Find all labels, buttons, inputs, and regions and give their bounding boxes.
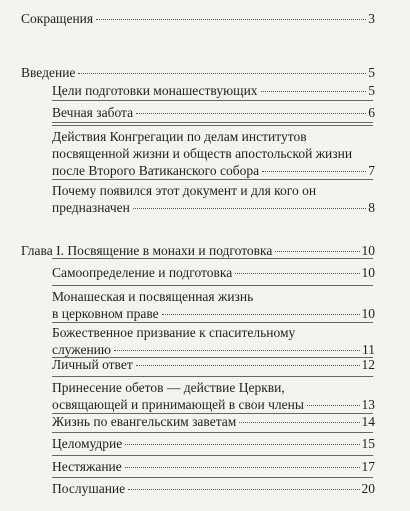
leader-dots (307, 405, 360, 406)
toc-subentry[interactable] (0, 435, 410, 452)
leader-dots (96, 19, 366, 20)
leader-dots (275, 251, 359, 252)
toc-entry-title: Цели подготовки монашествующих (52, 83, 258, 98)
toc-entry-title: Монашеская и посвященная жизнь (52, 289, 254, 304)
toc-page-number: 17 (361, 459, 375, 474)
toc-page-number: 11 (362, 342, 375, 357)
toc-subentry[interactable] (0, 379, 410, 413)
leader-dots (162, 314, 360, 315)
toc-page-number: 20 (361, 481, 375, 496)
leader-dots (239, 422, 359, 423)
toc-page-number: 10 (361, 265, 375, 280)
toc-subentry[interactable] (0, 480, 410, 497)
toc-entry-title: Почему появился этот документ и для кого он (52, 183, 317, 198)
toc-entry-title: Божественное призвание к спасительному (52, 325, 296, 340)
section-divider (52, 477, 373, 478)
toc-entry-title: Принесение обетов — действие Церкви, (52, 380, 285, 395)
toc-subentry[interactable] (0, 288, 410, 322)
toc-subentry[interactable] (0, 264, 410, 281)
section-divider (52, 179, 373, 180)
toc-subentry[interactable] (0, 413, 410, 430)
toc-page-number: 8 (368, 200, 375, 215)
toc-entry-title: предназначен (52, 200, 130, 215)
toc-subentry[interactable] (0, 128, 410, 179)
toc-page-number: 5 (368, 83, 375, 98)
toc-subentry[interactable] (0, 82, 410, 99)
toc-entry-chapter-1[interactable] (0, 242, 410, 259)
toc-entry-title: в церковном праве (52, 306, 159, 321)
section-divider (52, 285, 373, 286)
section-divider (52, 455, 373, 456)
toc-page-number: 6 (368, 105, 375, 120)
leader-dots (125, 467, 360, 468)
toc-page-number: 14 (361, 414, 375, 429)
toc-entry-title: Самоопределение и подготовка (52, 265, 233, 280)
section-divider (52, 376, 373, 377)
toc-entry-title: Личный ответ (52, 357, 133, 372)
toc-entry-title: Целомудрие (52, 436, 123, 451)
leader-dots (133, 208, 366, 209)
toc-entry-intro[interactable] (0, 64, 410, 81)
toc-entry-title: Вечная забота (52, 105, 134, 120)
toc-page-number: 12 (361, 357, 375, 372)
leader-dots (125, 444, 359, 445)
toc-entry-title: после Второго Ватиканского собора (52, 163, 260, 178)
leader-dots (78, 73, 366, 74)
section-divider (52, 258, 373, 259)
toc-page-number: 7 (368, 163, 375, 178)
section-divider (52, 432, 373, 433)
section-divider (52, 122, 373, 123)
toc-page-number: 15 (361, 436, 375, 451)
toc-entry-title: посвященной жизни и обществ апостольской жизни (52, 146, 353, 161)
toc-entry-title: освящающей и принимающей в свои члены (52, 397, 304, 412)
leader-dots (128, 489, 359, 490)
toc-entry-title: Сокращения (21, 11, 94, 26)
toc-entry-title: служению (52, 342, 111, 357)
leader-dots (261, 91, 367, 92)
toc-page-number: 10 (361, 243, 375, 258)
leader-dots (235, 273, 359, 274)
toc-entry-title: Действия Конгрегации по делам институтов (52, 129, 307, 144)
section-divider (52, 322, 373, 323)
toc-subentry[interactable] (0, 104, 410, 121)
section-divider (52, 100, 373, 101)
leader-dots (114, 350, 360, 351)
toc-entry-title: Введение (21, 65, 76, 80)
toc-page-number: 3 (368, 11, 375, 26)
toc-entry-title: Послушание (52, 481, 126, 496)
leader-dots (262, 171, 366, 172)
toc-entry-abbreviations[interactable] (0, 10, 410, 27)
toc-subentry[interactable] (0, 182, 410, 216)
toc-entry-title: Глава I. Посвящение в монахи и подготовка (21, 243, 273, 258)
toc-page-number: 5 (368, 65, 375, 80)
toc-page-number: 10 (361, 306, 375, 321)
toc-page-number: 13 (361, 397, 375, 412)
section-divider (52, 125, 373, 126)
toc-subentry[interactable] (0, 458, 410, 475)
leader-dots (136, 365, 360, 366)
leader-dots (136, 113, 366, 114)
toc-subentry[interactable] (0, 356, 410, 373)
toc-entry-title: Нестяжание (52, 459, 122, 474)
toc-subentry[interactable] (0, 324, 410, 358)
toc-entry-title: Жизнь по евангельским заветам (52, 414, 237, 429)
